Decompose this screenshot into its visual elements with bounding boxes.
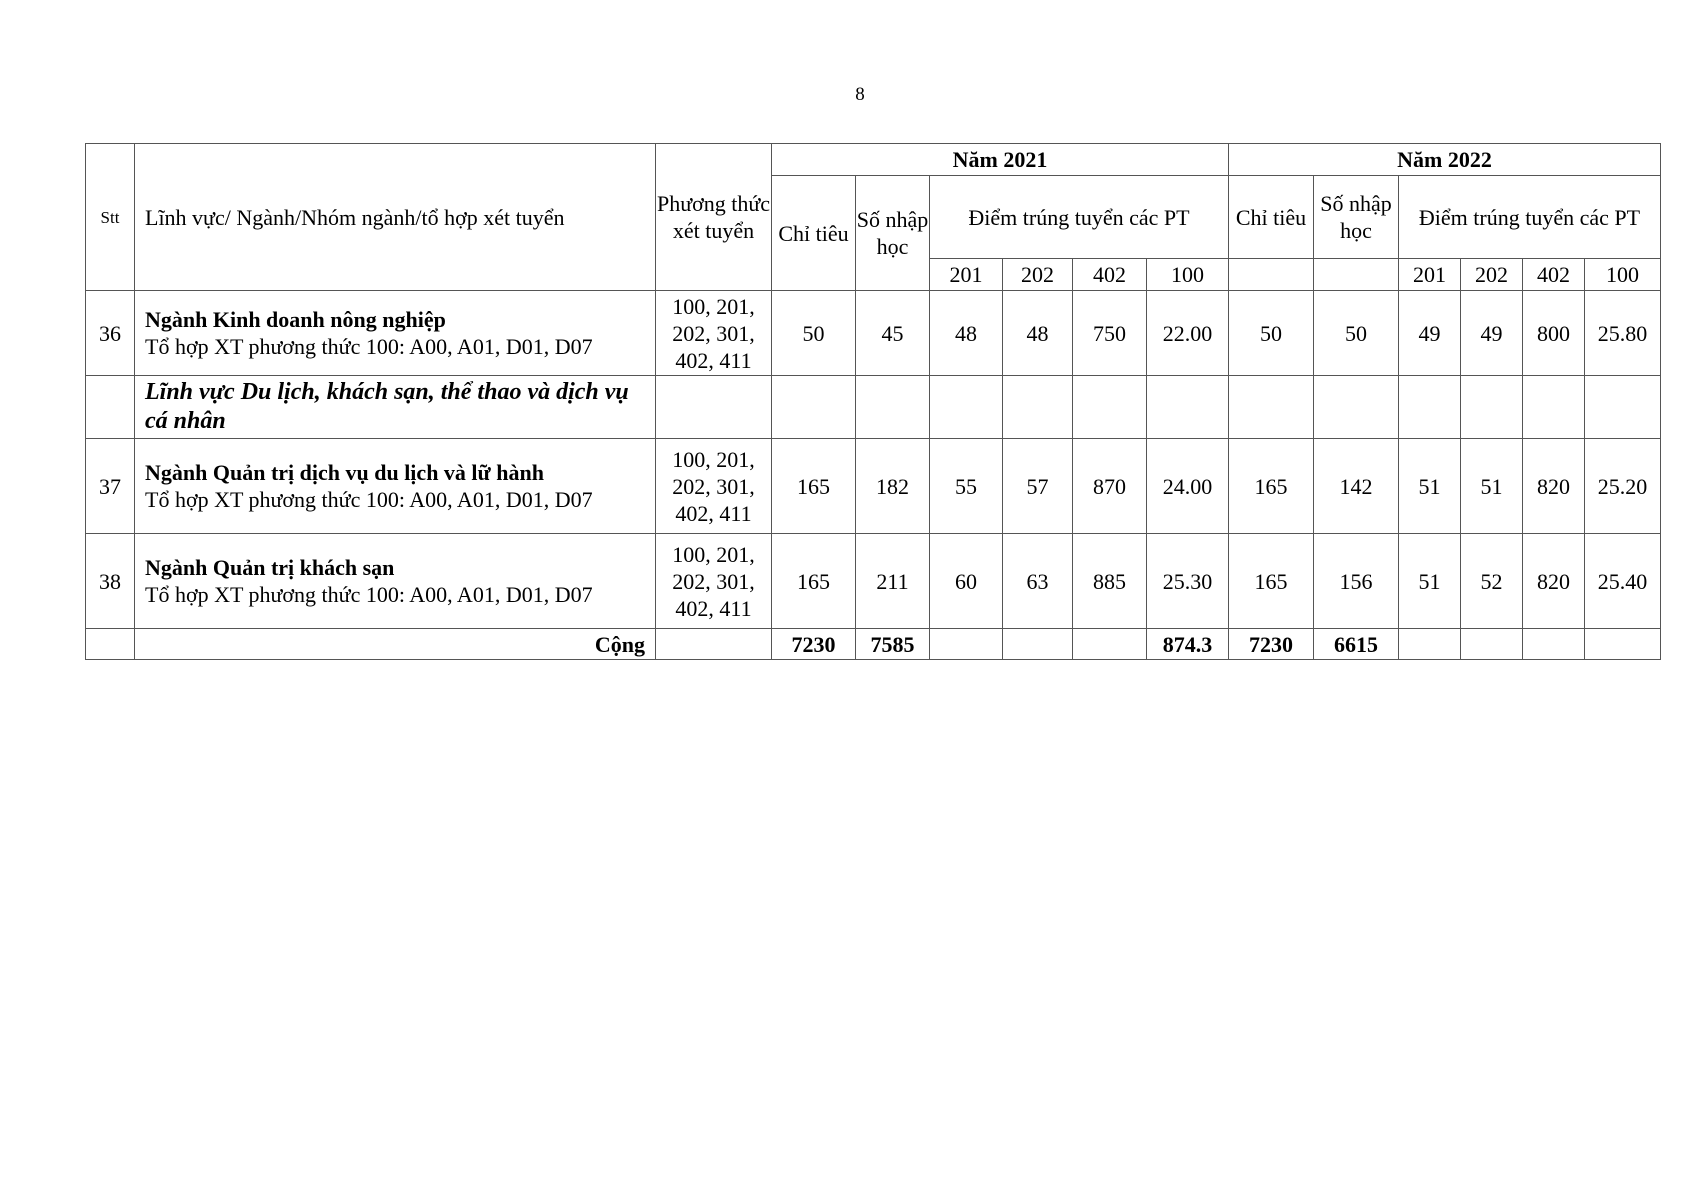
header-method-201-2022: 201 — [1399, 259, 1461, 291]
row-major — [135, 534, 656, 629]
table-row — [86, 439, 1661, 534]
row-major — [135, 439, 656, 534]
row-score-100-2021: 24.00 — [1147, 439, 1229, 534]
row-score-202-2022: 52 — [1461, 534, 1523, 629]
row-score-100-2021: 22.00 — [1147, 291, 1229, 376]
header-method-100-2022: 100 — [1585, 259, 1661, 291]
row-score-201-2021: 55 — [930, 439, 1003, 534]
header-blank-quota-2022 — [1229, 259, 1314, 291]
row-enrolled-2021: 45 — [856, 291, 930, 376]
empty-cell — [1229, 376, 1314, 439]
row-score-202-2022: 49 — [1461, 291, 1523, 376]
row-score-202-2022: 51 — [1461, 439, 1523, 534]
empty-cell — [930, 629, 1003, 660]
header-method-202-2022: 202 — [1461, 259, 1523, 291]
total-quota-2022: 7230 — [1229, 629, 1314, 660]
row-stt: 37 — [86, 439, 135, 534]
empty-cell — [656, 629, 772, 660]
empty-cell — [772, 376, 856, 439]
empty-cell — [1314, 376, 1399, 439]
table-row — [86, 291, 1661, 376]
row-stt: 36 — [86, 291, 135, 376]
header-method-402-2022: 402 — [1523, 259, 1585, 291]
row-method: 100, 201, 202, 301, 402, 411 — [656, 534, 772, 629]
row-score-201-2022: 51 — [1399, 439, 1461, 534]
row-score-402-2022: 820 — [1523, 534, 1585, 629]
header-method: Phương thức xét tuyển — [656, 144, 772, 291]
row-score-402-2021: 885 — [1073, 534, 1147, 629]
major-combo: Tổ hợp XT phương thức 100: A00, A01, D01, D07 — [145, 334, 593, 359]
row-score-402-2022: 800 — [1523, 291, 1585, 376]
row-score-402-2022: 820 — [1523, 439, 1585, 534]
total-score-100-2021: 874.3 — [1147, 629, 1229, 660]
row-method: 100, 201, 202, 301, 402, 411 — [656, 291, 772, 376]
row-score-100-2022: 25.80 — [1585, 291, 1661, 376]
total-enrolled-2022: 6615 — [1314, 629, 1399, 660]
empty-cell — [86, 629, 135, 660]
total-quota-2021: 7230 — [772, 629, 856, 660]
empty-cell — [1585, 376, 1661, 439]
row-score-202-2021: 57 — [1003, 439, 1073, 534]
row-score-202-2021: 48 — [1003, 291, 1073, 376]
page-number: 8 — [855, 84, 865, 105]
header-quota-2021: Chỉ tiêu — [772, 176, 856, 291]
major-name: Ngành Quản trị khách sạn — [145, 555, 395, 580]
row-quota-2022: 50 — [1229, 291, 1314, 376]
field-heading — [135, 376, 656, 439]
row-method: 100, 201, 202, 301, 402, 411 — [656, 439, 772, 534]
empty-cell — [1003, 629, 1073, 660]
header-method-402-2021: 402 — [1073, 259, 1147, 291]
row-score-201-2022: 49 — [1399, 291, 1461, 376]
header-scores-2021: Điểm trúng tuyển các PT — [930, 176, 1229, 259]
empty-cell — [1585, 629, 1661, 660]
major-name: Ngành Quản trị dịch vụ du lịch và lữ hành — [145, 460, 544, 485]
empty-cell — [1147, 376, 1229, 439]
header-method-202-2021: 202 — [1003, 259, 1073, 291]
row-enrolled-2021: 182 — [856, 439, 930, 534]
row-score-201-2021: 60 — [930, 534, 1003, 629]
empty-cell — [1399, 376, 1461, 439]
row-enrolled-2021: 211 — [856, 534, 930, 629]
row-score-402-2021: 870 — [1073, 439, 1147, 534]
empty-cell — [656, 376, 772, 439]
total-label: Cộng — [135, 629, 656, 660]
total-row — [86, 629, 1661, 660]
row-quota-2022: 165 — [1229, 439, 1314, 534]
header-enrolled-2022: Số nhập học — [1314, 176, 1399, 259]
total-enrolled-2021: 7585 — [856, 629, 930, 660]
header-method-100-2021: 100 — [1147, 259, 1229, 291]
row-quota-2021: 165 — [772, 439, 856, 534]
header-stt: Stt — [86, 144, 135, 291]
major-name: Ngành Kinh doanh nông nghiệp — [145, 307, 446, 332]
row-score-100-2021: 25.30 — [1147, 534, 1229, 629]
row-enrolled-2022: 156 — [1314, 534, 1399, 629]
major-combo: Tổ hợp XT phương thức 100: A00, A01, D01, D07 — [145, 487, 593, 512]
row-quota-2021: 165 — [772, 534, 856, 629]
header-method-201-2021: 201 — [930, 259, 1003, 291]
row-enrolled-2022: 142 — [1314, 439, 1399, 534]
empty-cell — [856, 376, 930, 439]
row-score-100-2022: 25.20 — [1585, 439, 1661, 534]
empty-cell — [1461, 629, 1523, 660]
row-score-201-2021: 48 — [930, 291, 1003, 376]
header-enrolled-2021: Số nhập học — [856, 176, 930, 291]
row-quota-2022: 165 — [1229, 534, 1314, 629]
header-scores-2022: Điểm trúng tuyển các PT — [1399, 176, 1661, 259]
field-stt-blank — [86, 376, 135, 439]
empty-cell — [1399, 629, 1461, 660]
major-combo: Tổ hợp XT phương thức 100: A00, A01, D01, D07 — [145, 582, 593, 607]
row-score-402-2021: 750 — [1073, 291, 1147, 376]
empty-cell — [1073, 376, 1147, 439]
field-heading-row — [86, 376, 1661, 439]
empty-cell — [1461, 376, 1523, 439]
empty-cell — [1523, 629, 1585, 660]
field-heading-text: Lĩnh vực Du lịch, khách sạn, thể thao và dịch vụ cá nhân — [145, 379, 629, 434]
row-major — [135, 291, 656, 376]
empty-cell — [1523, 376, 1585, 439]
header-field: Lĩnh vực/ Ngành/Nhóm ngành/tổ hợp xét tuyển — [135, 144, 656, 291]
header-blank-enrolled-2022 — [1314, 259, 1399, 291]
row-enrolled-2022: 50 — [1314, 291, 1399, 376]
admission-table — [85, 143, 1661, 660]
empty-cell — [1073, 629, 1147, 660]
row-quota-2021: 50 — [772, 291, 856, 376]
empty-cell — [930, 376, 1003, 439]
row-stt: 38 — [86, 534, 135, 629]
table-row — [86, 534, 1661, 629]
row-score-201-2022: 51 — [1399, 534, 1461, 629]
header-year-2022: Năm 2022 — [1229, 144, 1661, 176]
empty-cell — [1003, 376, 1073, 439]
header-quota-2022: Chỉ tiêu — [1229, 176, 1314, 259]
row-score-100-2022: 25.40 — [1585, 534, 1661, 629]
row-score-202-2021: 63 — [1003, 534, 1073, 629]
header-year-2021: Năm 2021 — [772, 144, 1229, 176]
